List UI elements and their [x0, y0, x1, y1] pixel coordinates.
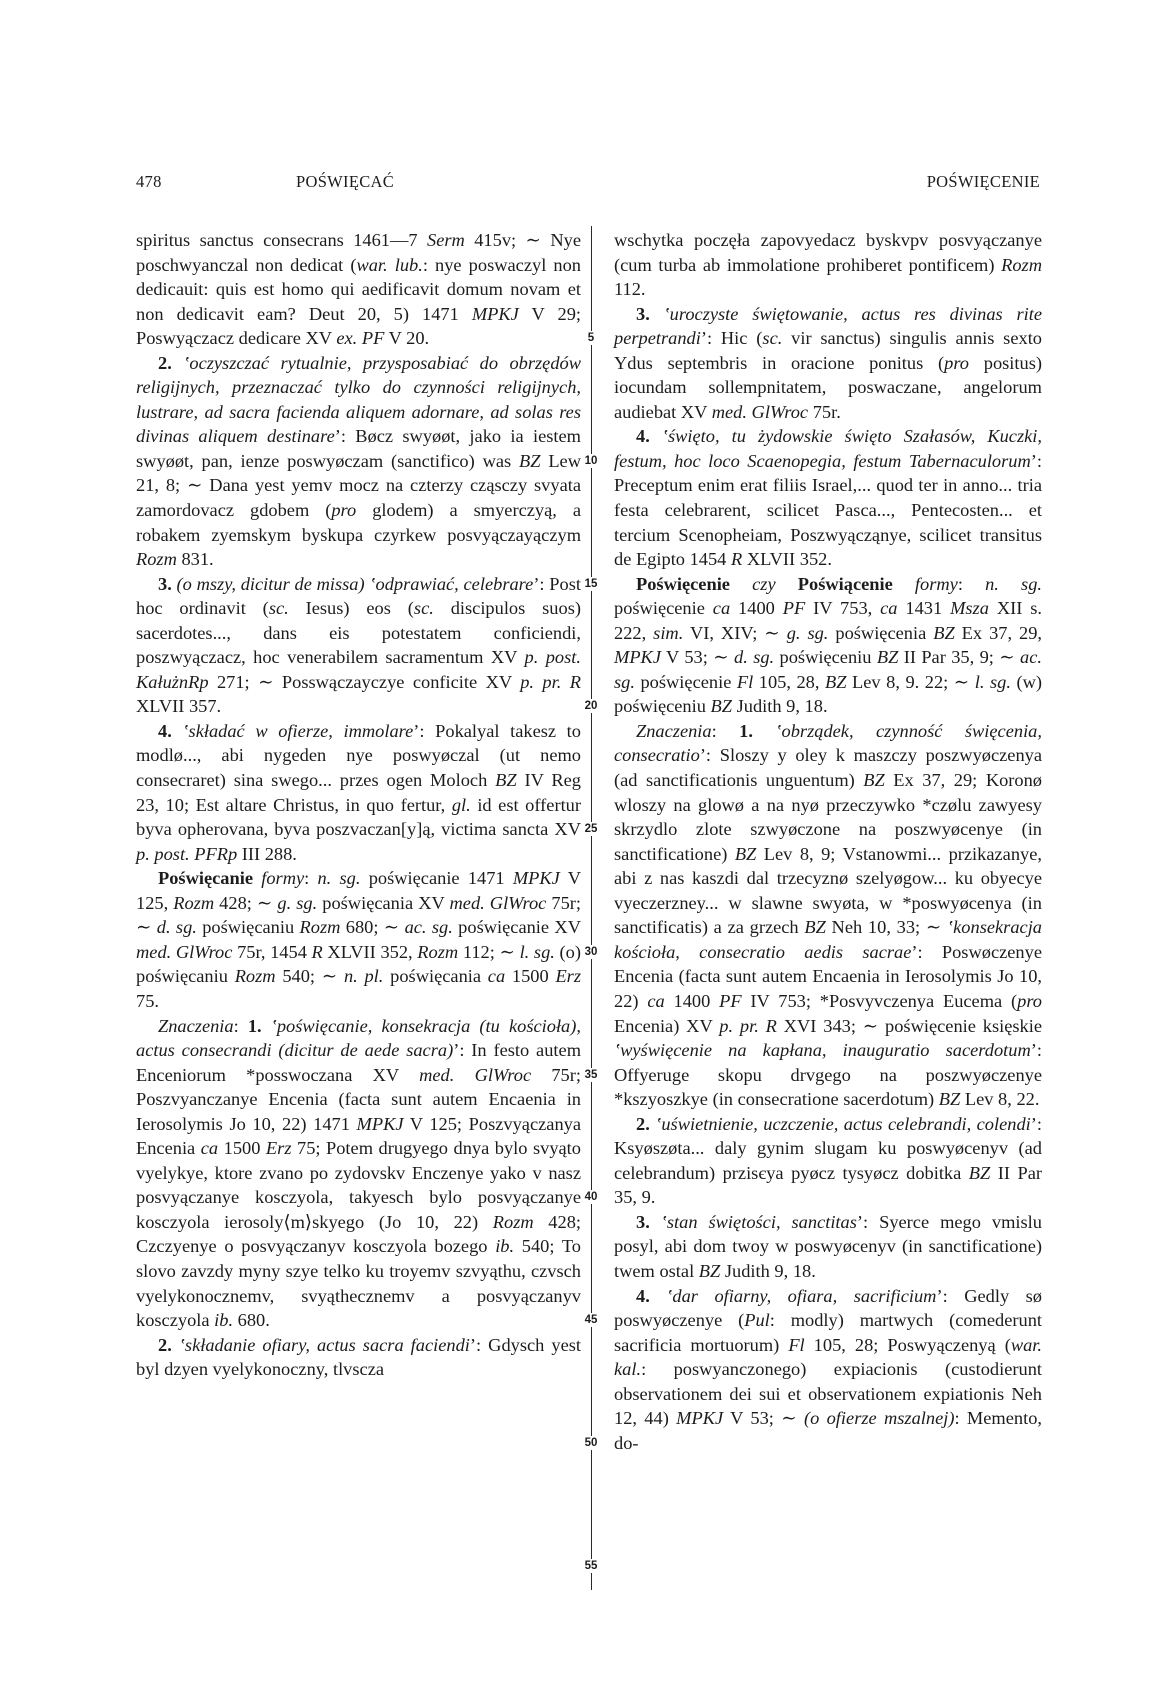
entry-paragraph: Poświęcenie czy Poświącenie formy: n. sg. poświęcenie ca 1400 PF IV 753, ca 1431 Msza XII s. 222, sim. VI, XIV; ∼ g. sg. poświęcenia BZ Ex 37, 29, MPKJ V 53; ∼ d. sg. poświęceniu BZ II Par 35, 9; ∼ ac. sg. poświęcenie Fl 105, 28, BZ Lev 8, 9. 22; ∼ l. sg. (w) poświęceniu BZ Judith 9, 18. — [614, 573, 1043, 717]
line-number: 50 — [578, 1436, 604, 1450]
entry-paragraph: 4. ʽdar ofiarny, ofiara, sacrificiumʼ: Gedly sø poswyøczenye (Pul: modly) martwych (comederunt sacrificia mortuorum) Fl 105, 28; Poswyączenyą (war. kal.: poswyanczonego) expiacionis (custodierunt observationem dei sui et observationem expiationis Neh 12, 44) MPKJ V 53; ∼ (o ofierze mszalnej): Memento, do- — [614, 1285, 1043, 1453]
entry-paragraph: 3. ʽstan świętości, sanctitasʼ: Syerce mego vmislu posyl, abi dom twoy w poswyøcenyv (in sanctificatione) twem ostal BZ Judith 9, 18. — [614, 1211, 1042, 1281]
entry-paragraph: Poświęcanie formy: n. sg. poświęcanie 1471 MPKJ V 125, Rozm 428; ∼ g. sg. poświęcania XV med. GlWroc 75r; ∼ d. sg. poświęcaniu Rozm 680; ∼ ac. sg. poświęcanie XV med. GlWroc 75r, 1454 R XLVII 352, Rozm 112; ∼ l. sg. (o) poświęcaniu Rozm 540; ∼ n. pl. poświęcania ca 1500 Erz 75. — [136, 868, 582, 1011]
entry-paragraph: 2. ʽskładanie ofiary, actus sacra faciendiʼ: Gdysch yest byl dzyen vyelykonoczny, tlvscza — [136, 1334, 581, 1380]
entry-paragraph: 3. ʽuroczyste świętowanie, actus res divinas rite perpetrandiʼ: Hic (sc. vir sanctus) singulis annis sexto Ydus septembris in oracione ponitus (pro positus) iocundam sollempnitatem, poswaczane, angelorum audiebat XV med. GlWroc 75r. — [614, 303, 1043, 422]
entry-paragraph: 4. ʽskładać w ofierze, immolareʼ: Pokalyal takesz to modlø..., abi nygeden nye poswyøczal (ut nemo consecraret) sina swego... przes ogen Moloch BZ IV Reg 23, 10; Est altare Christus, in quo fertur, gl. id est offertur byva opherovana, byva poszvaczan[y]ą, victima sancta XV p. post. PFRp III 288. — [136, 720, 582, 864]
line-number: 20 — [578, 699, 604, 713]
line-number: 10 — [578, 454, 604, 468]
line-number: 45 — [578, 1313, 604, 1327]
entry-paragraph: spiritus sanctus consecrans 1461—7 Serm 415v; ∼ Nye poschwyanczal non dedicat (war. lub.: nye poswaczyl non dedicauit: quis est homo qui aedificavit domum novam et non dedicavit eam? Deut 20, 5) 1471 MPKJ V 29; Poswyączacz dedicare XV ex. PF V 20. — [136, 230, 582, 349]
line-number: 5 — [578, 331, 604, 345]
entry-paragraph: Znaczenia: 1. ʽobrządek, czynność święcenia, consecratioʼ: Sloszy y oley k maszczy poszwyøczenya (ad sanctificationis unguentum) BZ Ex 37, 29; Koronø wloszy na glowø a na nyø przeczywko *czølu zawyesy skrzydlo zlote szwyøczone na poszwyøcenye (in sanctificatione) BZ Lev 8, 9; Vstanowmi... przikazanye, abi z nas kaszdi dal trzecyznø szelyøgow... ku obyecye vyeczerzney... w slawne swyøta, w *poswyøcenya (in sanctificatis) a za grzech BZ Neh 10, 33; ∼ ʽkonsekracja kościoła, consecratio aedis sacraeʼ: Poswøczenye Encenia (facta sunt autem Encaenia in Ierosolymis Jo 10, 22) ca 1400 PF IV 753; *Posvyvczenya Eucema (pro Encenia) XV p. pr. R XVI 343; ∼ poświęcenie księskie ʽwyświęcenie na kapłana, inauguratio sacerdotumʼ: Offyeruge skopu drvgego na poszwyøczenye *kszyoszkye (in consecratione sacerdotum) BZ Lev 8, 22. — [614, 720, 1043, 1110]
running-header — [136, 172, 1040, 198]
entry-paragraph: 4. ʽświęto, tu żydowskie święto Szałasów, Kuczki, festum, hoc loco Scaenopegia, festum Tabernaculorumʼ: Preceptum enim erat filiis Israel,... quod ter in anno... tria festa celebrarent, scilicet Pasca..., Pentecosten... et tercium Scenopheiam, Poszwyącząnye, scilicet transitus de Egipto 1454 R XLVII 352. — [614, 426, 1042, 570]
line-number: 15 — [578, 577, 604, 591]
line-number: 25 — [578, 822, 604, 836]
entry-paragraph: Znaczenia: 1. ʽpoświęcanie, konsekracja (tu kościoła), actus consecrandi (dicitur de aede sacra)ʼ: In festo autem Enceniorum *posswoczana XV med. GlWroc 75r; Poszvyanczanye Encenia (facta sunt autem Encaenia in Ierosolymis Jo 10, 22) 1471 MPKJ V 125; Poszvyączanya Encenia ca 1500 Erz 75; Potem drugyego dnya bylo svyąto vyelykye, ktore zvano po zydovskv Enczenye yako v nasz posvyączanye kosczyola, takyesch bylo posvyączanye kosczyola ierosoly⟨m⟩skyego (Jo 10, 22) Rozm 428; Czczyenye o posvyączanyv kosczyola bozego ib. 540; To slovo zavzdy myny szye telko ku troyemv szvyąthu, czvsch vyelykonocznemv, svyąthecznemv a posvyączanyv kosczyola ib. 680. — [136, 1015, 582, 1331]
running-headword-left: POŚWIĘCAĆ — [296, 172, 395, 191]
entry-paragraph: 2. ʽuświetnienie, uczczenie, actus celebrandi, colendiʼ: Ksyøszøta... daly gynim slugam ku poswyøcenyv (ad celebrandum) przisєya pyøcz tysyøcz dobitka BZ II Par 35, 9. — [614, 1113, 1042, 1208]
line-number: 40 — [578, 1190, 604, 1204]
entry-paragraph: 3. (o mszy, dicitur de missa) ʽodprawiać, celebrareʼ: Post hoc ordinavit (sc. Iesus) eos (sc. discipulos suos) sacerdotes..., dans eis potestatem conficiendi, poszwyączacz, hoc venerabilem sacramentum XV p. post. KałużnRp 271; ∼ Posswączayczye conficite XV p. pr. R XLVII 357. — [136, 573, 581, 717]
line-number: 35 — [578, 1068, 604, 1082]
page-number: 478 — [136, 172, 162, 191]
entry-paragraph: wschytka poczęła zapovyedacz byskvpv posvyączanye (cum turba ab immolatione prohiberet pontificem) Rozm 112. — [614, 230, 1042, 300]
right-column — [614, 228, 1042, 1455]
running-headword-right: POŚWIĘCENIE — [926, 172, 1040, 191]
line-number: 55 — [578, 1559, 604, 1573]
entry-paragraph: 2. ʽoczyszczać rytualnie, przysposabiać do obrzędów religijnych, przeznaczać tylko do czynności religijnych, lustrare, ad sacra facienda aliquem adornare, ad solas res divinas aliquem destinareʼ: Bøcz swyøøt, jako ia iestem swyøøt, pan, ienze poswyøczam (sanctifico) was BZ Lew 21, 8; ∼ Dana yest yemv mocz na czterzy cząsczy svyata zamordovacz gdobem (pro glodem) a smyerczyą, a robakem zyemskym byskupa czyrkew posvyączayączym Rozm 831. — [136, 352, 581, 570]
column-divider — [591, 226, 592, 1590]
left-column — [136, 228, 581, 1382]
line-number: 30 — [578, 945, 604, 959]
